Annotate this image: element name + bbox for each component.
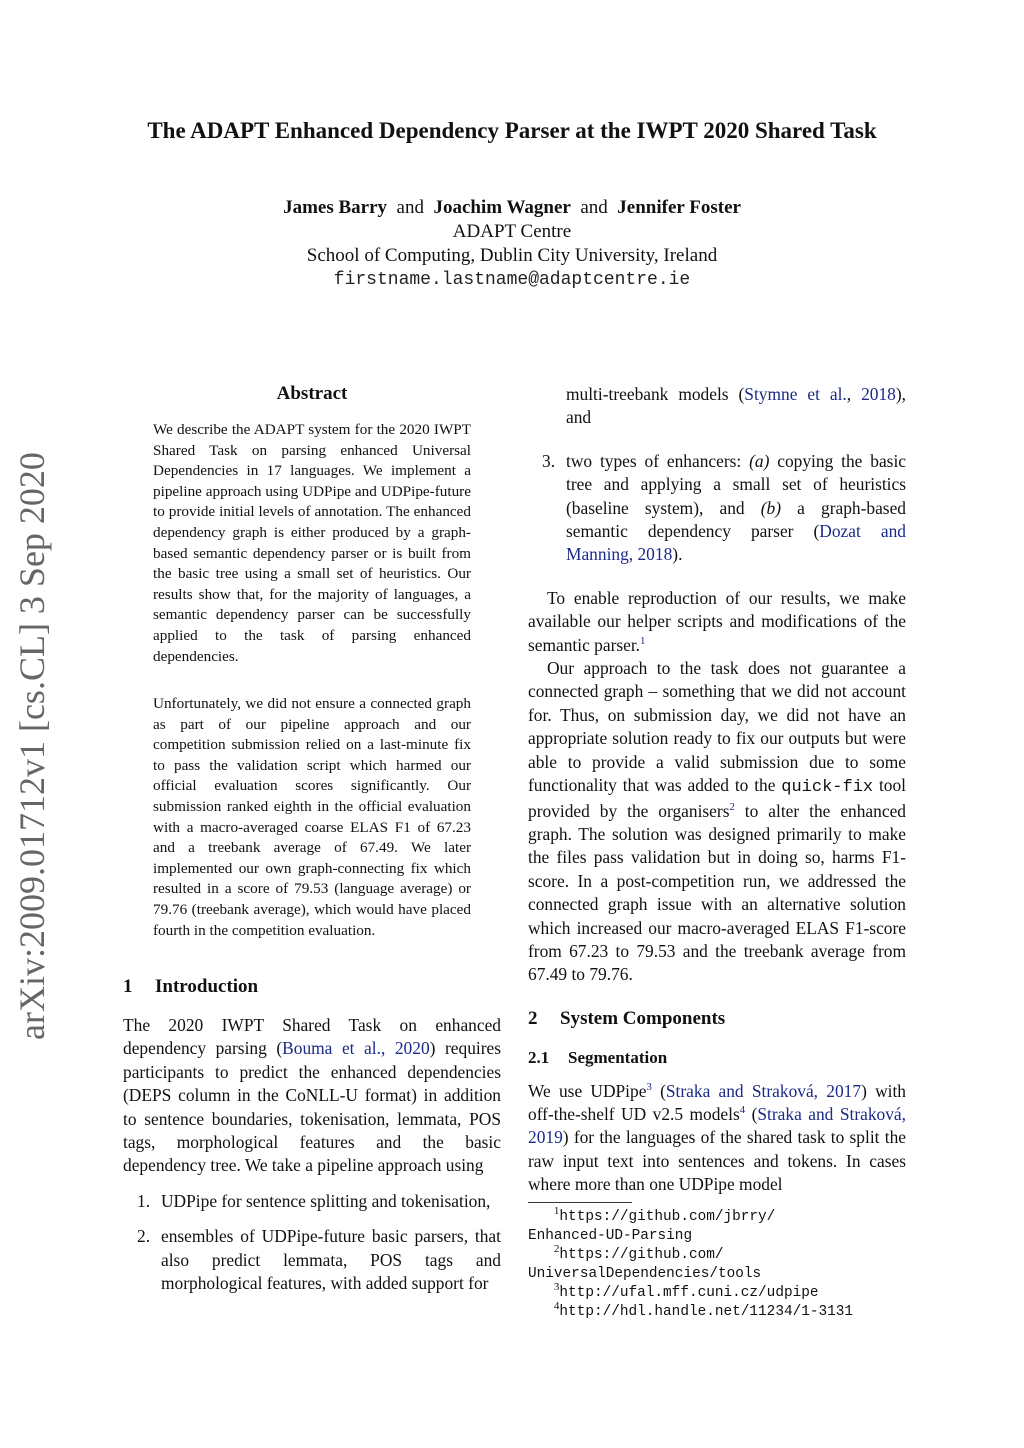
footnote-3-number: 3 — [553, 1281, 560, 1294]
approach-text-a: Our approach to the task does not guarantee a connected graph – something that we did not account for. Thus, on submission day, we did not have an appropriate solution ready to fix our outputs but were able to provide a valid submission due to some functionality that was added to the — [528, 658, 906, 796]
section-2-heading — [528, 1007, 906, 1030]
footnote-divider — [528, 1202, 632, 1203]
intro-text-a: The 2020 IWPT Shared Task on enhanced dependency parsing ( — [123, 1015, 501, 1059]
footnote-1-number: 1 — [553, 1205, 560, 1218]
citation-stymne-year[interactable]: 2018 — [861, 384, 896, 404]
citation-dozat[interactable]: Dozat and Manning, 2018 — [566, 521, 906, 565]
footnote-2-link[interactable]: https://github.com/ — [559, 1247, 724, 1263]
item3-em-a: (a) — [749, 450, 770, 471]
subsection-2-1-heading — [528, 1046, 906, 1069]
footnote-ref-1[interactable]: 1 — [640, 634, 646, 647]
seg-text-d: ( — [745, 1103, 758, 1124]
approach-paragraph — [528, 657, 906, 987]
author-1: James Barry — [283, 197, 388, 218]
footnote-1 — [528, 1205, 908, 1227]
seg-text-b: ( — [651, 1080, 666, 1101]
item3-text-a: two types of enhancers: — [566, 450, 750, 471]
segmentation-paragraph — [528, 1080, 906, 1197]
intro-text-b: ) requires participants to predict the enhanced dependencies (DEPS column in the CoNLL-U format) in addition to sentence boundaries, tokenisation, lemmata, POS tags, morphological features and the basic dependency tree. We take a pipeline approach using — [123, 1038, 501, 1176]
list-item-cont-text-b: ), and — [566, 384, 906, 428]
footnote-2-line-2[interactable]: UniversalDependencies/tools — [528, 1266, 762, 1282]
list-item-cont-text-a: multi-treebank models ( — [566, 384, 745, 404]
list-item — [528, 450, 906, 567]
quick-fix-code: quick-fix — [781, 778, 874, 798]
seg-text-e: ) for the languages of the shared task to split the raw input text into sentences and tokens. In cases where more than one UDPipe model — [528, 1127, 906, 1195]
section-1-heading — [123, 976, 258, 998]
abstract-body-2 — [153, 694, 471, 941]
list-marker: 1. — [137, 1190, 151, 1211]
footnotes — [528, 1205, 908, 1322]
affiliation: ADAPT Centre — [452, 221, 572, 242]
list-item-continued — [528, 383, 906, 430]
author-names — [0, 196, 1024, 220]
item3-text-c: a graph-based semantic dependency parser ( — [566, 497, 906, 542]
author-block — [0, 196, 1024, 292]
item3-text-d: ). — [672, 544, 683, 565]
author-sep-2: and — [580, 197, 608, 218]
section-1-title: Introduction — [155, 976, 259, 997]
citation-straka-2017[interactable]: Straka and Straková, 2017 — [665, 1080, 862, 1101]
citation-straka-2019[interactable]: Straka and Straková, 2019 — [528, 1103, 906, 1148]
section-2-title: System Components — [560, 1007, 726, 1029]
footnote-2 — [528, 1243, 908, 1265]
footnote-4-number: 4 — [553, 1300, 560, 1313]
list-item-text: ensembles of UDPipe-future basic parsers, that also predict lemmata, POS tags and morphological features, with added support for — [161, 1226, 501, 1294]
list-item — [123, 1190, 501, 1213]
arxiv-identifier: arXiv:2009.01712v1 [cs.CL] 3 Sep 2020 — [12, 452, 52, 1040]
author-email: firstname.lastname@adaptcentre.ie — [333, 270, 691, 290]
list-item — [123, 1225, 501, 1295]
seg-text-c: ) with off-the-shelf UD v2.5 models — [528, 1080, 907, 1124]
footnote-1-line-2[interactable]: Enhanced-UD-Parsing — [528, 1228, 693, 1244]
author-2: Joachim Wagner — [433, 197, 571, 218]
footnote-ref-3[interactable]: 3 — [646, 1080, 652, 1093]
footnote-ref-4[interactable]: 4 — [739, 1104, 746, 1117]
author-3: Jennifer Foster — [617, 197, 741, 218]
reproduction-paragraph — [528, 587, 906, 657]
list-item-text: UDPipe for sentence splitting and tokenisation, — [161, 1190, 491, 1211]
subsection-2-1-number: 2.1 — [528, 1048, 550, 1068]
footnote-4-link[interactable]: http://hdl.handle.net/11234/1-3131 — [559, 1304, 854, 1320]
institution: School of Computing, Dublin City University, Ireland — [306, 245, 718, 266]
author-sep-1: and — [396, 197, 424, 218]
citation-sep: , — [846, 384, 862, 404]
footnote-4 — [528, 1300, 908, 1322]
abstract-paragraph-1: We describe the ADAPT system for the 2020 IWPT Shared Task on parsing enhanced Universal Dependencies in 17 languages. We implement a pipeline approach using UDPipe and UDPipe-future to provide initial levels of annotation. The enhanced dependency graph is either produced by a graph-based semantic dependency parser or is built from the basic tree using a small set of heuristics. Our results show that, for the majority of languages, a semantic dependency parser can be successfully applied to the task of parsing enhanced dependencies. — [153, 421, 471, 665]
item3-em-b: (b) — [760, 497, 782, 518]
list-marker: 3. — [542, 450, 556, 471]
section-2-number: 2 — [528, 1007, 538, 1029]
intro-paragraph — [123, 1014, 501, 1178]
intro-column — [123, 1014, 501, 1295]
footnote-3 — [528, 1281, 908, 1303]
approach-text-b: tool provided by the organisers — [528, 775, 906, 821]
footnote-3-link[interactable]: http://ufal.mff.cuni.cz/udpipe — [559, 1285, 819, 1301]
footnote-2-number: 2 — [553, 1243, 560, 1256]
approach-text-c: to alter the enhanced graph. The solution was designed primarily to make the files pass validation but in doing so, harms F1-score. In a post-competition run, we addressed the connected graph issue with an alternative solution which increased our macro-averaged ELAS F1-score from 67.23 to 79.53 and the treebank average from 67.49 to 79.76. — [528, 800, 906, 985]
item3-text-b: copying the basic tree and applying a small set of heuristics (baseline system), and — [566, 450, 906, 518]
paper-title: The ADAPT Enhanced Dependency Parser at the IWPT 2020 Shared Task — [147, 118, 877, 143]
subsection-2-1-title: Segmentation — [568, 1048, 668, 1068]
right-column — [528, 383, 906, 1197]
citation-bouma[interactable]: Bouma et al., 2020 — [282, 1038, 430, 1059]
abstract-heading: Abstract — [276, 383, 348, 404]
footnote-ref-2[interactable]: 2 — [729, 800, 735, 813]
list-marker: 2. — [137, 1226, 151, 1247]
citation-stymne[interactable]: Stymne et al. — [744, 384, 847, 404]
abstract-paragraph-2: Unfortunately, we did not ensure a connected graph as part of our pipeline approach and our competition submission relied on a last-minute fix to pass the validation script which harmed our official evaluation scores significantly. Our submission ranked eighth in the official evaluation with a macro-averaged coarse ELAS F1 of 67.23 and a treebank average of 67.49. We later implemented our own graph-connecting fix which resulted in a score of 79.53 (language average) or 79.76 (treebank average), which would have placed fourth in the competition evaluation. — [153, 695, 471, 939]
repro-text: To enable reproduction of our results, we make available our helper scripts and modifications of the semantic parser. — [528, 587, 906, 655]
abstract-body — [153, 420, 471, 667]
seg-text-a: We use UDPipe — [528, 1080, 647, 1101]
section-1-number: 1 — [123, 976, 133, 997]
footnote-1-link[interactable]: https://github.com/jbrry/ — [559, 1209, 776, 1225]
